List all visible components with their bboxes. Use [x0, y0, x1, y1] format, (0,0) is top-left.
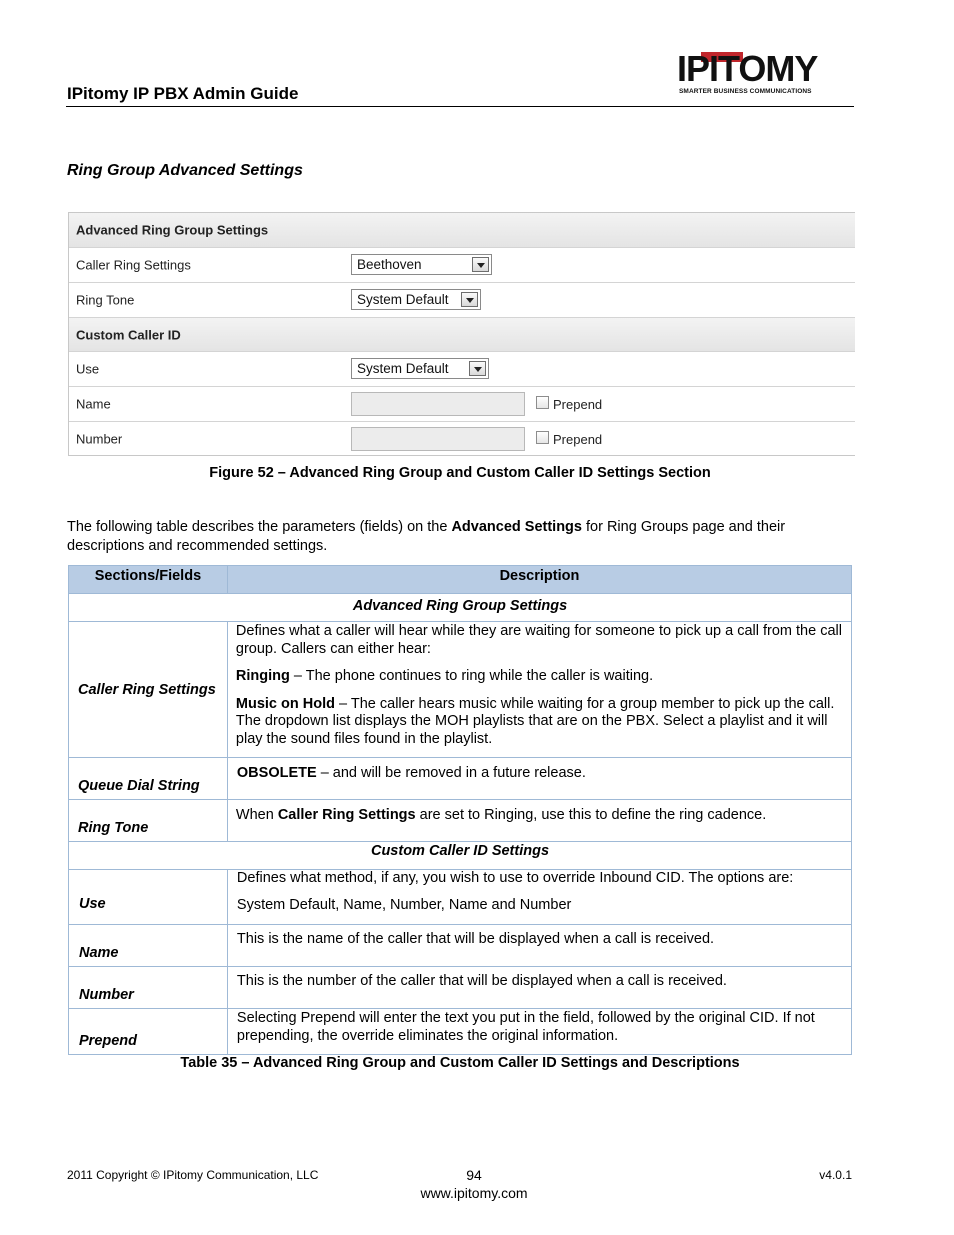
- header-description: Description: [227, 566, 851, 594]
- name-row: Name Prepend: [69, 387, 855, 422]
- table-row: Caller Ring Settings Defines what a caller will hear while they are waiting for someone to pick up a call from the call group. Callers can either hear: Ringing – The phone continues to ring while the caller is waiting. Music on Hold – The caller hears music while waiting for a group member to pick up the call. The dropdown list displays the MOH playlists that are on the PBX. Select a playlist and it will play the sound files found in the playlist.: [69, 622, 852, 758]
- section-heading: Ring Group Advanced Settings: [67, 162, 303, 179]
- ring-tone-select[interactable]: System Default: [351, 289, 481, 310]
- number-row: Number Prepend: [69, 422, 855, 456]
- advanced-ring-group-section-header: Advanced Ring Group Settings: [69, 213, 855, 248]
- footer-website: www.ipitomy.com: [420, 1185, 528, 1201]
- name-prepend-checkbox[interactable]: [536, 396, 549, 409]
- footer-copyright: 2011 Copyright © IPitomy Communication, LLC: [67, 1168, 319, 1182]
- settings-description-table: [68, 565, 852, 1055]
- name-prepend-label: Prepend: [553, 397, 603, 412]
- number-prepend-checkbox[interactable]: [536, 431, 549, 444]
- table-row: Name This is the name of the caller that will be displayed when a call is received.: [69, 925, 852, 967]
- table-section-row: Advanced Ring Group Settings: [69, 594, 852, 622]
- use-row: Use System Default: [69, 352, 855, 387]
- table-row: Number This is the number of the caller that will be displayed when a call is received.: [69, 967, 852, 1009]
- chevron-down-icon: [472, 257, 489, 272]
- header-sections-fields: Sections/Fields: [69, 566, 228, 594]
- caller-ring-settings-row: Caller Ring Settings Beethoven: [69, 248, 855, 283]
- number-prepend-label: Prepend: [553, 432, 603, 447]
- custom-caller-id-section-header: Custom Caller ID: [69, 318, 855, 352]
- caller-ring-settings-select[interactable]: Beethoven: [351, 254, 492, 275]
- table-row: Prepend Selecting Prepend will enter the text you put in the field, followed by the original CID. If not prepending, the override eliminates the original information.: [69, 1009, 852, 1055]
- table-caption: Table 35 – Advanced Ring Group and Custom Caller ID Settings and Descriptions: [180, 1055, 740, 1071]
- use-select[interactable]: System Default: [351, 358, 489, 379]
- chevron-down-icon: [461, 292, 478, 307]
- table-row: Use Defines what method, if any, you wish to use to override Inbound CID. The options are: System Default, Name, Number, Name and Number: [69, 870, 852, 925]
- table-header-row: [69, 566, 852, 594]
- document-title: IPitomy IP PBX Admin Guide: [67, 84, 299, 103]
- logo-wordmark: IPITOMY: [677, 48, 818, 89]
- page-number: 94: [466, 1167, 482, 1183]
- settings-screenshot: [68, 212, 855, 456]
- chevron-down-icon: [469, 361, 486, 376]
- table-section-row: Custom Caller ID Settings: [69, 842, 852, 870]
- table-row: Queue Dial String OBSOLETE – and will be removed in a future release.: [69, 758, 852, 800]
- logo-tagline: SMARTER BUSINESS COMMUNICATIONS: [679, 88, 812, 95]
- ring-tone-row: Ring Tone System Default: [69, 283, 855, 318]
- header-rule: [66, 106, 854, 107]
- intro-paragraph: The following table describes the parameters (fields) on the Advanced Settings for Ring Groups page and their descriptions and recommended settings.: [67, 519, 786, 554]
- footer-version: v4.0.1: [819, 1168, 852, 1182]
- table-row: Ring Tone When Caller Ring Settings are set to Ringing, use this to define the ring cadence.: [69, 800, 852, 842]
- ipitomy-logo: [677, 50, 853, 100]
- name-input[interactable]: [351, 392, 525, 416]
- figure-caption: Figure 52 – Advanced Ring Group and Custom Caller ID Settings Section: [209, 465, 711, 481]
- number-input[interactable]: [351, 427, 525, 451]
